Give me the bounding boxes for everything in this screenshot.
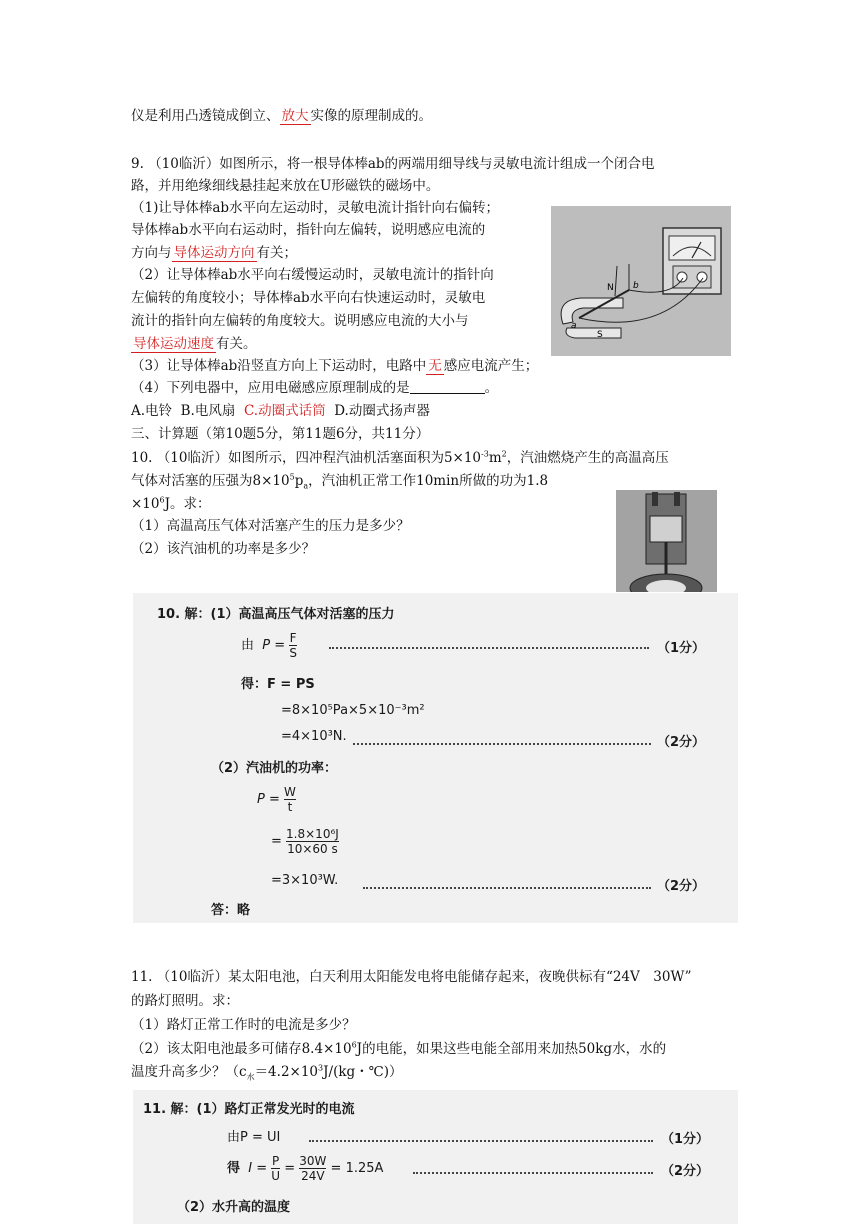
piston-illustration bbox=[616, 490, 717, 592]
sol10-part-2: （2）汽油机的功率： bbox=[211, 761, 338, 776]
sol10-formula-p: 由 P = $\frac{F}{S}$ bbox=[241, 631, 297, 660]
dot-leader bbox=[363, 887, 651, 889]
q9-line-7: 左偏转的角度较小；导体棒ab水平向右快速运动时，灵敏电 bbox=[131, 290, 486, 306]
q9-line-5: 方向与 导体运动方向 有关； bbox=[131, 245, 297, 261]
q9-line-2: 路，并用绝缘细线悬挂起来放在U形磁铁的磁场中。 bbox=[131, 178, 440, 194]
q11-line-4: （2）该太阳电池最多可储存$8.4\times 10^6J$的电能，如果这些电能全部用来加热50kg水，水的 bbox=[131, 1040, 667, 1057]
q10-line-5: （2）该汽油机的功率是多少？ bbox=[131, 541, 316, 557]
q9-line-1: 9. （10临沂）如图所示，将一根导体棒ab的两端用细导线与灵敏电流计组成一个闭合电 bbox=[131, 156, 655, 172]
dot-leader bbox=[353, 743, 651, 745]
q9-line-6: （2）让导体棒ab水平向右缓慢运动时，灵敏电流计的指针向 bbox=[131, 267, 494, 283]
q9-options: A.电铃 B.电风扇 C.动圈式话筒 D.动圈式扬声器 bbox=[131, 403, 430, 419]
rod-b-label: b bbox=[633, 281, 639, 291]
q11-line-2: 的路灯照明。求： bbox=[131, 993, 239, 1009]
figure-galvanometer-magnet bbox=[551, 206, 731, 356]
sol10-answer: 答：略 bbox=[211, 903, 251, 918]
sol11-score-2: （2分） bbox=[661, 1164, 710, 1179]
solution-10-block bbox=[133, 593, 738, 923]
sol10-score-1: （1分） bbox=[657, 641, 706, 656]
sol10-score-2: （2分） bbox=[657, 735, 706, 750]
q11-line-5: 温度升高多少？（$c_水=4.2\times 10^3J/(kg$・℃)） bbox=[131, 1063, 403, 1082]
q9-line-9: 导体运动速度 有关。 bbox=[133, 336, 257, 352]
solution-11-block bbox=[133, 1090, 738, 1224]
sol11-score-1: （1分） bbox=[661, 1132, 710, 1147]
text-line-lens: 仪是利用凸透镜成倒立、 放大 实像的原理制成的。 bbox=[131, 108, 432, 124]
answer-none: 无 bbox=[428, 358, 442, 374]
q9-line-10: （3）让导体棒ab沿竖直方向上下运动时，电路中 无 感应电流产生； bbox=[131, 358, 539, 374]
q11-line-3: （1）路灯正常工作时的电流是多少？ bbox=[131, 1017, 356, 1033]
q9-line-3: （1)让导体棒ab水平向左运动时，灵敏电流计指针向右偏转； bbox=[131, 200, 500, 216]
sol10-step-4: =4×10³N. bbox=[281, 729, 347, 744]
answer-direction: 导体运动方向 bbox=[173, 245, 255, 261]
sol10-title: 10. 解：(1）高温高压气体对活塞的压力 bbox=[157, 607, 395, 622]
sol10-score-3: （2分） bbox=[657, 879, 706, 894]
q10-line-2: 气体对活塞的压强为$8\times 10^5p_a$，汽油机正常工作10min所做的功为1.8 bbox=[131, 472, 549, 491]
sol10-power-formula: P = $\frac{W}{t}$ bbox=[257, 785, 296, 814]
q9-line-4: 导体棒ab水平向右运动时，指针向左偏转，说明感应电流的 bbox=[131, 222, 486, 238]
sol11-current-calc: 得 I = $\frac{P}{U}$ = $\frac{30W}{24V}$ = 1.25A bbox=[227, 1154, 384, 1183]
sol10-step-2: 得：F = PS bbox=[241, 677, 315, 692]
galvanometer-illustration bbox=[551, 206, 731, 356]
q9-line-11: （4）下列电器中，应用电磁感应原理制成的是 。 bbox=[131, 380, 499, 396]
magnet-n-label: N bbox=[607, 283, 614, 293]
sol10-power-values: = $\frac{\text{1.8×10⁶J}}{10\times 60 s}$ bbox=[271, 827, 339, 856]
figure-piston bbox=[616, 490, 717, 592]
magnet-s-label: S bbox=[597, 330, 603, 340]
q10-line-3: $\times 10^6J$。求： bbox=[131, 495, 211, 512]
sol11-formula: 由P = UI bbox=[227, 1130, 281, 1145]
sol10-step-3: =8×10⁵Pa×5×10⁻³m² bbox=[281, 703, 425, 718]
q11-line-1: 11. （10临沂）某太阳电池，白天利用太阳能发电将电能储存起来，夜晚供标有“24V 30W” bbox=[131, 969, 692, 985]
section-3-heading: 三、计算题（第10题5分，第11题6分，共11分） bbox=[131, 426, 430, 442]
sol11-part-2: （2）水升高的温度 bbox=[177, 1200, 291, 1215]
blank-line bbox=[410, 379, 485, 394]
sol10-power-result: =3×10³W. bbox=[271, 873, 339, 888]
q10-line-4: （1）高温高压气体对活塞产生的压力是多少？ bbox=[131, 518, 410, 534]
answer-option-c: C.动圈式话筒 bbox=[243, 403, 326, 419]
rod-a-label: a bbox=[571, 321, 577, 331]
dot-leader bbox=[309, 1140, 653, 1142]
q9-line-8: 流计的指针向左偏转的角度较大。说明感应电流的大小与 bbox=[131, 313, 469, 329]
dot-leader bbox=[413, 1172, 653, 1174]
q10-line-1: 10. （10临沂）如图所示，四冲程汽油机活塞面积为$5\times 10^{-3}m^2$，汽油燃烧产生的高温高压 bbox=[131, 449, 669, 466]
dot-leader bbox=[329, 647, 649, 649]
answer-fang-da: 放大 bbox=[281, 108, 309, 124]
answer-speed: 导体运动速度 bbox=[133, 336, 214, 352]
sol11-title: 11. 解：(1）路灯正常发光时的电流 bbox=[143, 1102, 355, 1117]
